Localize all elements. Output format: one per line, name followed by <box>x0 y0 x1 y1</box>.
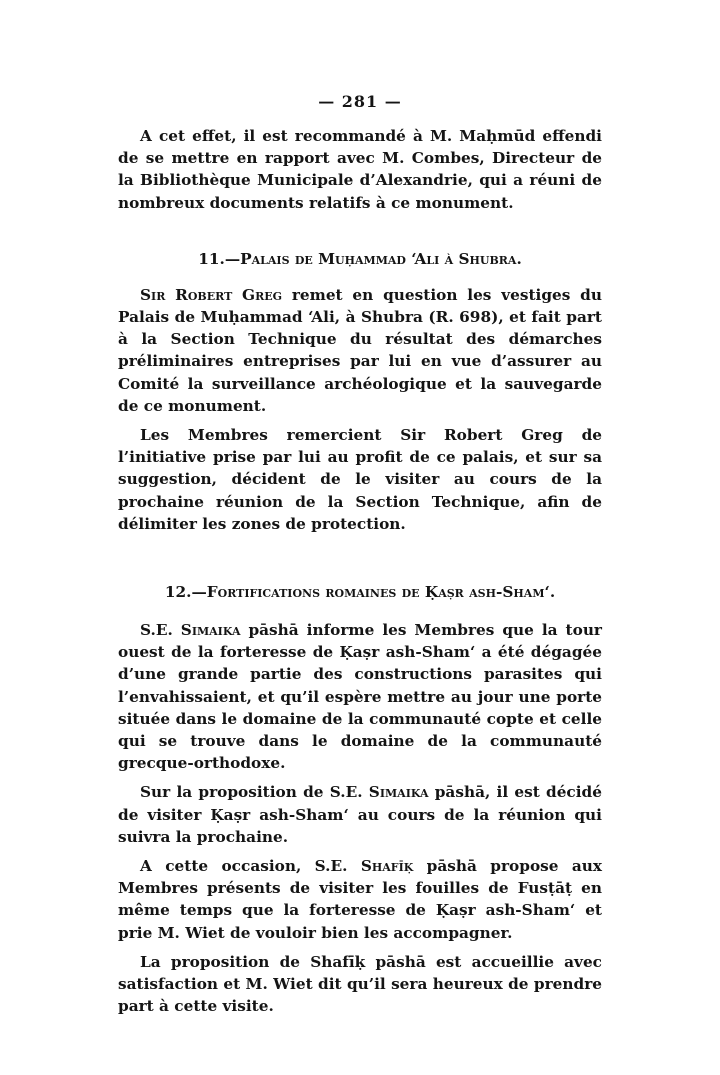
paragraph-text: pāshā, il est décidé de visiter Ḳaṣr ash-Sham‘ au cours de la réunion qui suivra la prochaine. <box>118 783 602 846</box>
person-name: Shafīḳ <box>360 857 414 876</box>
section-12-heading: 12.—Fortifications romaines de Ḳaṣr ash-Sham‘. <box>164 583 556 602</box>
document-page <box>118 92 602 1018</box>
section-11-paragraph-2: Les Membres remercient Sir Robert Greg de l’initiative prise par lui au profit de ce palais, et sur sa suggestion, décident de le visiter au cours de la prochaine réunion de la Section Technique, afin de délimiter les zones de protection. <box>118 426 602 533</box>
section-12-paragraph-3 <box>118 855 602 944</box>
section-12-paragraph-1 <box>118 619 602 774</box>
paragraph-text: pāshā propose aux Membres présents de visiter les fouilles de Fusṭāṭ en même temps que la forteresse de Ḳaṣr ash-Sham‘ et prie M. Wiet de vouloir bien les accompagner. <box>118 857 602 942</box>
paragraph-text: pāshā informe les Membres que la tour ouest de la forteresse de Ḳaṣr ash-Sham‘ a été dégagée d’une grande partie des constructions parasites qui l’envahissaient, et qu’il espère mettre au jour une porte située dans le domaine de la communauté copte et celle qui se trouve dans le domaine de la communauté grecque-orthodoxe. <box>118 621 602 773</box>
section-11-paragraph-1 <box>118 284 602 417</box>
section-12-paragraph-4: La proposition de Shafīḳ pāshā est accueillie avec satisfaction et M. Wiet dit qu’il sera heureux de prendre part à cette visite. <box>118 952 602 1016</box>
section-12-paragraph-2 <box>118 781 602 848</box>
person-name: Sir Robert Greg <box>140 285 283 304</box>
paragraph-prefix: S.E. <box>140 621 181 640</box>
paragraph-text: remet en question les vestiges du Palais de Muḥammad ‘Ali, à Shubra (R. 698), et fait part à la Section Technique du résultat des démarches préliminaires entreprises par lui en vue d’assurer au Comité la surveillance archéologique et la sauvegarde de ce monument. <box>118 285 602 415</box>
page-number: — 281 — <box>318 92 402 111</box>
person-name: Simaika <box>180 621 241 640</box>
section-11-heading: 11.—Palais de Muḥammad ‘Ali à Shubra. <box>198 249 522 268</box>
paragraph-intro: A cet effet, il est recommandé à M. Maḥmūd effendi de se mettre en rapport avec M. Combes, Directeur de la Bibliothèque Municipale d’Alexandrie, qui a réuni de nombreux documents relatifs à ce monument. <box>118 127 602 212</box>
paragraph-prefix: A cette occasion, S.E. <box>140 857 361 876</box>
person-name: Simaika <box>368 783 429 802</box>
paragraph-prefix: Sur la proposition de S.E. <box>140 783 369 802</box>
